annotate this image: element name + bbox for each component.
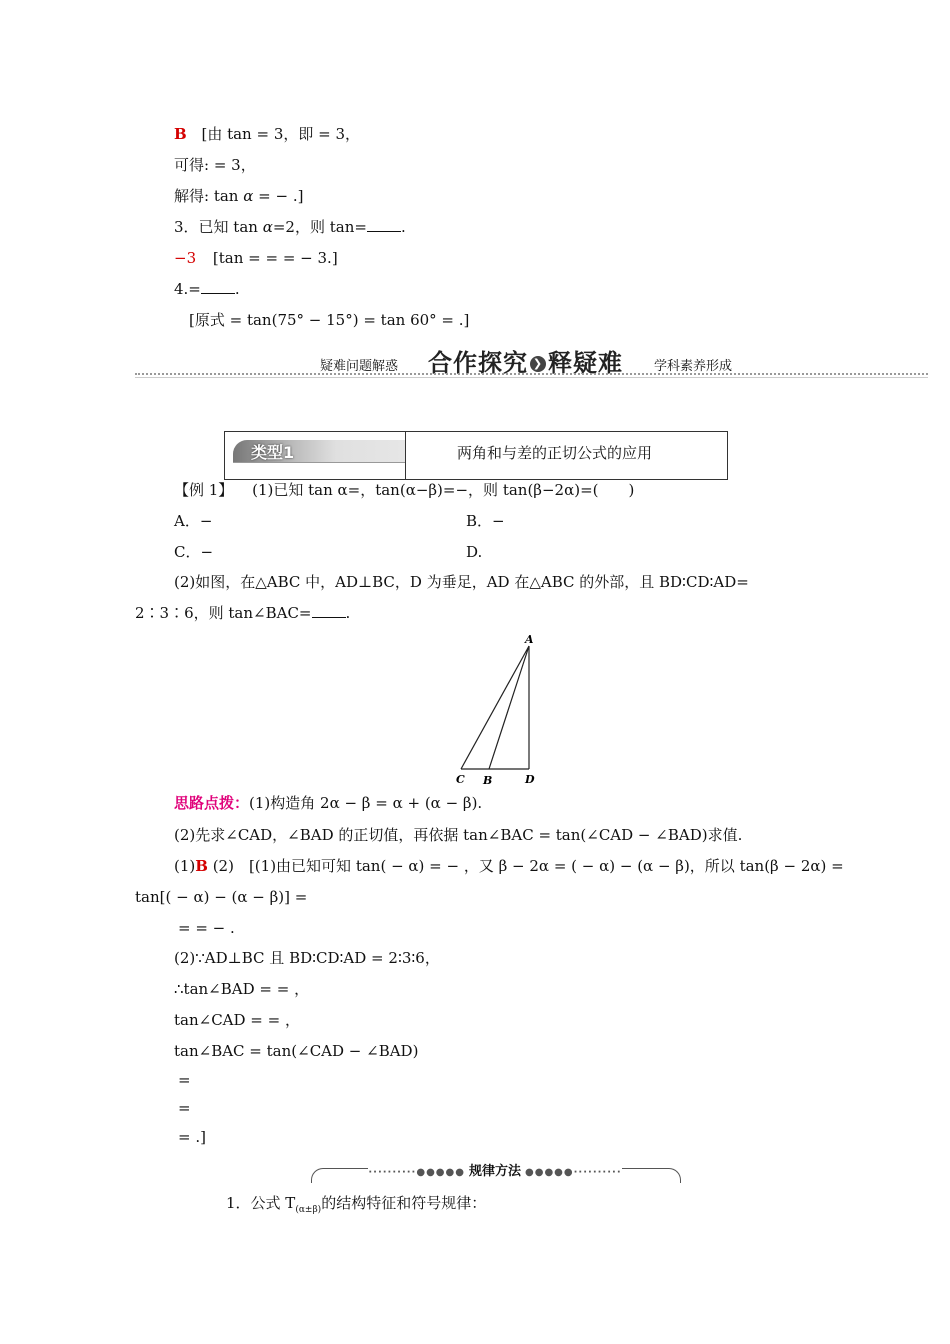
solution-line-3: = = − . (178, 919, 235, 937)
q4-blank (201, 279, 235, 294)
type-box-divider (405, 432, 406, 479)
type-tag-label: 类型1 (251, 443, 295, 462)
formula-a: 1．公式 T (226, 1194, 296, 1212)
sol-1c: (2) [(1)由已知可知 tan( − α) = − ，又 β − 2α = ( − α) − (α − β)，所以 tan(β − 2α) = (207, 857, 844, 875)
type-box (224, 431, 728, 480)
example-q1: (1)已知 tan α=，tan(α−β)=−，则 tan(β−2α)=( ) (252, 481, 635, 499)
line-3-b: α (243, 187, 254, 205)
question-4 (174, 279, 240, 299)
formula-sub: (α±β) (295, 1205, 322, 1215)
formula-line (226, 1193, 486, 1220)
q3-d: . (400, 218, 406, 236)
rule-dots-left: ··········●●●●● (368, 1167, 465, 1178)
answer-text: [由 tan = 3，即 = 3， (201, 125, 361, 143)
formula-b: 的结构特征和符号规律： (321, 1194, 487, 1212)
banner-left: 疑难问题解惑 (320, 359, 399, 374)
solution-line-1 (174, 856, 844, 876)
q3-blank (367, 217, 401, 232)
banner-title-b: 释疑难 (548, 349, 623, 377)
solution-line-2: tan[( − α) − (α − β)] = (135, 888, 308, 906)
q4-a: 4.= (174, 280, 201, 298)
option-c: C．− (174, 543, 214, 561)
solution-line-9: = (178, 1099, 191, 1117)
solution-line-10: = .] (178, 1128, 206, 1146)
solution-line-7: tan∠BAC = tan(∠CAD − ∠BAD) (174, 1042, 419, 1060)
solution-line-6: tan∠CAD = = ， (174, 1011, 300, 1029)
triangle-figure (440, 628, 550, 790)
q3-b: α (262, 218, 273, 236)
answer-letter: B (174, 125, 187, 143)
line-3 (174, 186, 303, 206)
label-b: B (483, 774, 493, 787)
example-q2b (135, 603, 350, 623)
answer-3-text: [tan = = = − 3.] (212, 249, 338, 267)
example-q2a: (2)如图，在△ABC 中，AD⊥BC，D 为垂足，AD 在△ABC 的外部，且 BD∶CD∶AD= (174, 573, 749, 591)
type-title: 两角和与差的正切公式的应用 (457, 444, 653, 462)
hint-line-1 (174, 793, 482, 813)
rule-dots-right: ●●●●●·········· (525, 1167, 622, 1178)
chevron-right-icon: ❯ (530, 356, 546, 372)
answer-3-value: −3 (174, 249, 197, 267)
line-3-a: 解得: tan (174, 187, 244, 205)
label-d: D (525, 773, 535, 786)
q2b-text: 2∶3∶6，则 tan∠BAC= (135, 604, 312, 622)
option-a: A．− (174, 512, 213, 530)
q3-c: =2，则 tan= (272, 218, 367, 236)
rule-label (325, 1160, 665, 1179)
banner-divider-2 (135, 377, 928, 378)
line-2: 可得: = 3， (174, 156, 256, 174)
banner-divider (135, 373, 928, 375)
line-3-c: = − .] (253, 187, 304, 205)
sol-1a: (1) (174, 857, 196, 875)
rule-title: 规律方法 (465, 1164, 525, 1179)
option-b: B．− (466, 512, 505, 530)
hint-label: 思路点拨： (174, 794, 250, 812)
q4-b: . (234, 280, 240, 298)
q2b-end: . (345, 604, 351, 622)
solution-line-8: = (178, 1071, 191, 1089)
label-a: A (525, 633, 534, 646)
sol-answer: B (195, 857, 208, 875)
option-d: D. (466, 543, 483, 561)
question-3 (174, 217, 406, 237)
banner-right: 学科素养形成 (654, 359, 733, 374)
solution-line-5: ∴tan∠BAD = = ， (174, 980, 310, 998)
answer-3 (174, 248, 338, 268)
type-tag (233, 440, 405, 462)
hint-t1: (1)构造角 2α − β = α + (α − β). (249, 794, 483, 812)
solution-line-4: (2)∵AD⊥BC 且 BD∶CD∶AD = 2∶3∶6， (174, 949, 440, 967)
example-1 (174, 480, 634, 500)
type-tag-underline (233, 462, 405, 463)
label-c: C (456, 773, 465, 786)
hint-line-2: (2)先求∠CAD，∠BAD 的正切值，再依据 tan∠BAC = tan(∠CAD − ∠BAD)求值. (174, 826, 743, 844)
banner-title-a: 合作探究 (428, 349, 528, 377)
answer-line-1 (174, 124, 360, 144)
example-head: 【例 1】 (174, 481, 234, 499)
answer-4: [原式 = tan(75° − 15°) = tan 60° = .] (189, 311, 470, 329)
q3-a: 3．已知 tan (174, 218, 263, 236)
q2b-blank (312, 603, 346, 618)
